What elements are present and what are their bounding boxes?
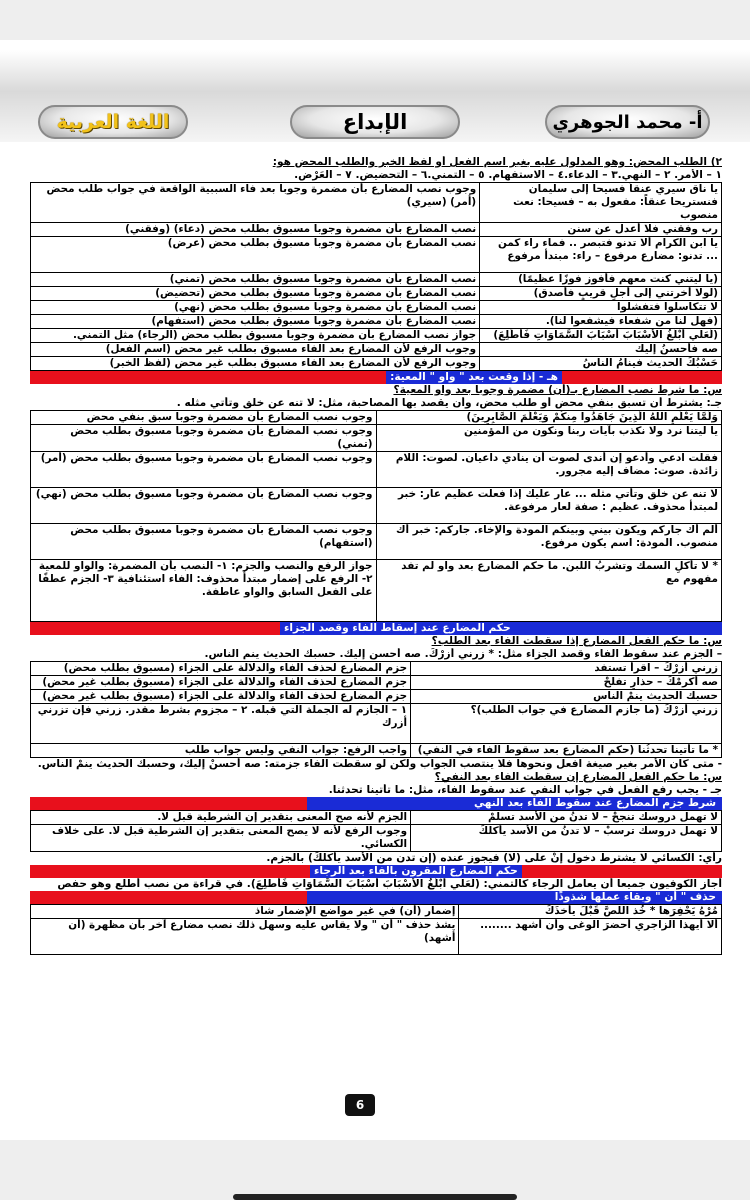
rule-cell: نصب المضارع بأن مضمرة وجوبا مسبوق بطلب محض (دعاء) (وفقني) xyxy=(31,223,480,237)
intro-line-2: ١ – الأمر. ٢ – النهي.٣ – الدعاء.٤ – الاستفهام. ٥ – التمني.٦ – التحضيض. ٧ – العَرْض. xyxy=(294,169,722,181)
rule-cell: واجب الرفع: جواب النفي وليس جواب طلب xyxy=(31,744,411,758)
table-row xyxy=(31,301,722,315)
section-heading: حكم المضارع المقرون بالفاء بعد الرجاء xyxy=(310,865,522,878)
rule-cell: وجوب الرفع لأن المضارع بعد الفاء مسبوق بطلب غير محض (لفظ الخبر) xyxy=(31,357,480,371)
page-number: 6 xyxy=(345,1094,375,1116)
rule-cell: جواز الرفع والنصب والجزم: ١- النصب بأن المضمرة: والواو للمعية ٢- الرفع على إضمار مبتدأ محذوف: الفاء استئنافية ٣- الجزم عطفًا على الفعل السابق والواو عاطفة. xyxy=(31,560,377,622)
rule-cell: وجوب نصب المضارع بأن مضمرة وجوبا بعد فاء السببية الواقعة في جواب طلب محض (أمر) (سيري) xyxy=(31,183,480,223)
section-bar-nahy xyxy=(30,797,722,810)
rule-cell: وجوب الرفع لأنه لا يصح المعنى بتقدير إن الشرطية قبل لا. على خلاف الكسائي. xyxy=(31,825,411,852)
example-cell: لا تنه عن خلق وتأتي مثله ... عار عليك إذا فعلت عظيم عار: خبر لمبتدأ محذوف. عظيم : صفة لعار مرفوعة. xyxy=(376,488,722,524)
table-row xyxy=(31,357,722,371)
lesson-content xyxy=(30,156,722,955)
rule-cell: وجوب نصب المضارع بأن مضمرة وجوبا مسبوق بطلب محض (تمني) xyxy=(31,425,377,452)
example-cell: يا ابن الكرام ألا تدنو فتبصر .. فماء راء كمن ... تدنو: مضارع مرفوع – راء: مبتدأ مرفوع xyxy=(480,237,722,273)
section-bar-waw-maiya xyxy=(30,371,722,384)
example-cell: * لا تأكلِ السمك وتشربُ اللبن. ما حكم المضارع بعد واو لم تفد مفهوم مع xyxy=(376,560,722,622)
table-nahy xyxy=(30,810,722,852)
rule-cell: يشذ حذف " أن " ولا يقاس عليه وسهل ذلك نصب مضارع آخر بأن مظهرة (أن أشهد) xyxy=(31,919,459,955)
question-line: س: ما حكم الفعل المضارع إن سقطت الفاء بعد النفي؟ xyxy=(434,771,722,783)
table-row xyxy=(31,825,722,852)
section-bar-jaza xyxy=(30,622,722,635)
table-waw-maiya xyxy=(30,410,722,622)
example-cell: صه أكرمْكَ – حذارِ تفلحْ xyxy=(411,676,722,690)
section-heading: شرط جزم المضارع عند سقوط الفاء بعد النهي xyxy=(470,797,720,810)
table-row xyxy=(31,524,722,560)
table-row xyxy=(31,273,722,287)
section-bar-hadhf xyxy=(30,891,722,904)
example-cell: ألم أك جاركم ويكون بيني وبينكم المودة والإخاء. جاركم: خبر أك منصوب. المودة: اسم يكون مرفوع. xyxy=(376,524,722,560)
example-cell: مُرْهُ يَحْفِرَها * خُذ اللصَّ قَبْلَ يأخذَكَ xyxy=(459,905,722,919)
example-cell: حَسْبُكَ الحديث فينامُ الناسُ xyxy=(480,357,722,371)
section-heading: هـ - إذا وقعت بعد " واو " المعية: xyxy=(386,371,562,384)
table-row xyxy=(31,452,722,488)
table-row xyxy=(31,287,722,301)
example-cell: يا ليتنا نرد ولا نكذب بآيات ربنا ونكون من المؤمنين xyxy=(376,425,722,452)
example-cell: (لَعَلِّي أَبْلُغُ الْأَسْبَابَ أَسْبَابَ السَّمَاوَاتِ فَأَطَّلِعَ) xyxy=(480,329,722,343)
table-row xyxy=(31,237,722,273)
table-row xyxy=(31,411,722,425)
table-row xyxy=(31,905,722,919)
table-jaza xyxy=(30,661,722,758)
teacher-badge: أ- محمد الجوهري xyxy=(545,105,710,139)
home-indicator[interactable] xyxy=(233,1194,517,1200)
section-heading: حذف " أن " وبقاء عملها شذوذًا xyxy=(551,891,720,904)
question-line: س: ما حكم الفعل المضارع إذا سقطت الفاء بعد الطلب؟ xyxy=(431,635,722,647)
table-row xyxy=(31,183,722,223)
example-cell: زرني أزرْكَ – اقرأ تستفد xyxy=(411,662,722,676)
example-cell: ألا أيهذا الزاجري أحضرَ الوغى وأن أشهد ........ xyxy=(459,919,722,955)
example-cell: لا تهمل دروسك ترسبْ – لا تدنُ من الأسد يأكلْكَ xyxy=(411,825,722,852)
answer-line: جـ - يجب رفع الفعل في جواب النفي عند سقوط الفاء، مثل: ما تأتينا تحدثنا. xyxy=(328,784,722,796)
table-row xyxy=(31,488,722,524)
table-talab-mahd xyxy=(30,182,722,371)
example-cell: وَلَمَّا يَعْلَمِ اللهُ الَّذِينَ جَاهَدُوا مِنكُمْ وَيَعْلَمَ الصَّابِرِينَ) xyxy=(376,411,722,425)
rule-cell: ١ – الجازم له الجملة التي قبله. ٢ – مجزوم بشرط مقدر. زرني فإن تزرني أزرك xyxy=(31,704,411,744)
table-row xyxy=(31,919,722,955)
table-row xyxy=(31,690,722,704)
rule-cell: جزم المضارع لحذف الفاء والدلالة على الجزاء (مسبوق بطلب غير محض) xyxy=(31,690,411,704)
answer-line: – الجزم عند سقوط الفاء وقصد الجزاء مثل: * زرني أزرْكَ. صه أحسن إليك. حسبك الحديث ينم الناس. xyxy=(204,648,722,660)
example-cell: * ما تأتينا تحدثُنا (حكم المضارع بعد سقوط الفاء في النفي) xyxy=(411,744,722,758)
kisai-opinion: رأي: الكسائي لا يشترط دخول إنْ على (لا) فيجوز عنده (إن تدن من الأسد يأكلْكَ) بالجزم. xyxy=(266,852,722,864)
table-row xyxy=(31,704,722,744)
table-row xyxy=(31,744,722,758)
rule-cell: نصب المضارع بأن مضمرة وجوبا مسبوق بطلب محض (نهي) xyxy=(31,301,480,315)
rule-cell: نصب المضارع بأن مضمرة وجوبا مسبوق بطلب محض (عرض) xyxy=(31,237,480,273)
example-cell: (فهل لنا من شفعاء فيشفعوا لنا). xyxy=(480,315,722,329)
example-cell: رب وفقني فلا أعدل عن سنن xyxy=(480,223,722,237)
example-cell: لا تهمل دروسك تنجحْ – لا تدنُ من الأسد تسلمْ xyxy=(411,811,722,825)
brand-badge: الإبداع xyxy=(290,105,460,139)
rule-cell: نصب المضارع بأن مضمرة وجوبا مسبوق بطلب محض (تحضيض) xyxy=(31,287,480,301)
example-cell: (لولا أخرتني إلى أجلٍ قريبٍ فأصدق) xyxy=(480,287,722,301)
example-cell: حسبك الحديث ينمْ الناس xyxy=(411,690,722,704)
rule-cell: نصب المضارع بأن مضمرة وجوبا مسبوق بطلب محض (استفهام) xyxy=(31,315,480,329)
question-line: س: ما شرط نصب المضارع بـ(أن) مضمرة وجوبا بعد واو المعية؟ xyxy=(393,384,722,396)
example-cell: صه فأحسنُ إليك xyxy=(480,343,722,357)
subject-badge: اللغة العربية xyxy=(38,105,188,139)
table-row xyxy=(31,811,722,825)
rule-cell: جواز نصب المضارع بأن مضمرة وجوبا مسبوق بطلب محض (الرجاء) مثل التمني. xyxy=(31,329,480,343)
rule-cell: نصب المضارع بأن مضمرة وجوبا مسبوق بطلب محض (تمني) xyxy=(31,273,480,287)
table-row xyxy=(31,315,722,329)
rule-cell: وجوب نصب المضارع بأن مضمرة وجوبا مسبوق بطلب محض (أمر) xyxy=(31,452,377,488)
rule-cell: وجوب نصب المضارع بأن مضمرة وجوبا مسبوق بطلب محض (نهي) xyxy=(31,488,377,524)
table-hadhf xyxy=(30,904,722,955)
table-row xyxy=(31,223,722,237)
note-line: - متى كان الأمر بغير صيغة افعل ونحوها فلا ينتصب الجواب ولكن لو سقطت الفاء جزمته: صه أحسنْ إليك، وحسبك الحديث ينمْ الناس. xyxy=(37,758,722,770)
rule-cell: وجوب نصب المضارع بأن مضمرة وجوبا سبق بنفي محض xyxy=(31,411,377,425)
example-cell: زرني أزرْكَ (ما جازم المضارع في جواب الطلب)؟ xyxy=(411,704,722,744)
section-heading: حكم المضارع عند إسقاط الفاء وقصد الجزاء xyxy=(280,622,515,635)
table-row xyxy=(31,425,722,452)
example-cell: (يا ليتني كنت معهم فأفوز فوزًا عظيمًا) xyxy=(480,273,722,287)
table-row xyxy=(31,560,722,622)
table-row xyxy=(31,662,722,676)
rule-cell: إضمار (أن) في غير مواضع الإضمار شاذ xyxy=(31,905,459,919)
rule-cell: وجوب نصب المضارع بأن مضمرة وجوبا مسبوق بطلب محض (استفهام) xyxy=(31,524,377,560)
section-bar-raja xyxy=(30,865,722,878)
intro-line-1: ٢) الطلب المحض: وهو المدلول عليه بغير اسم الفعل أو لفظ الخبر والطلب المحض هو: xyxy=(272,156,722,168)
rule-cell: الجزم لأنه صح المعنى بتقدير إن الشرطية قبل لا. xyxy=(31,811,411,825)
raja-text: أجاز الكوفيون جميعا أن يعامل الرجاء كالتمني: (لَعَلِّي أَبْلُغُ الْأَسْبَابَ أَسْبَابَ السَّمَاوَاتِ فَأَطَّلِعَ). في قراءة من نصب أطلع وهو حفص xyxy=(57,878,722,890)
example-cell: لا تتكاسلوا فتفشلوا xyxy=(480,301,722,315)
example-cell: فقلت ادعي وأدعو إن أندى لصوت أن ينادي داعيان. لصوت: اللام زائدة. صوت: مضاف إليه مجرور. xyxy=(376,452,722,488)
table-row xyxy=(31,343,722,357)
rule-cell: جزم المضارع لحذف الفاء والدلالة على الجزاء (مسبوق بطلب غير محض) xyxy=(31,676,411,690)
example-cell: يا ناق سيري عنقاً فسيحا إلى سليمان فنستريحا عنقاً: مفعول به – فسيحا: نعت منصوب xyxy=(480,183,722,223)
rule-cell: جزم المضارع لحذف الفاء والدلالة على الجزاء (مسبوق بطلب محض) xyxy=(31,662,411,676)
table-row xyxy=(31,676,722,690)
answer-line: جـ: يشترط أن تسبق بنفي محض أو طلب محض، وأن يقصد بها المصاحبة، مثل: لا تنه عن خلق وتأتي مثله . xyxy=(176,397,722,409)
rule-cell: وجوب الرفع لأن المضارع بعد الفاء مسبوق بطلب غير محض (اسم الفعل) xyxy=(31,343,480,357)
table-row xyxy=(31,329,722,343)
